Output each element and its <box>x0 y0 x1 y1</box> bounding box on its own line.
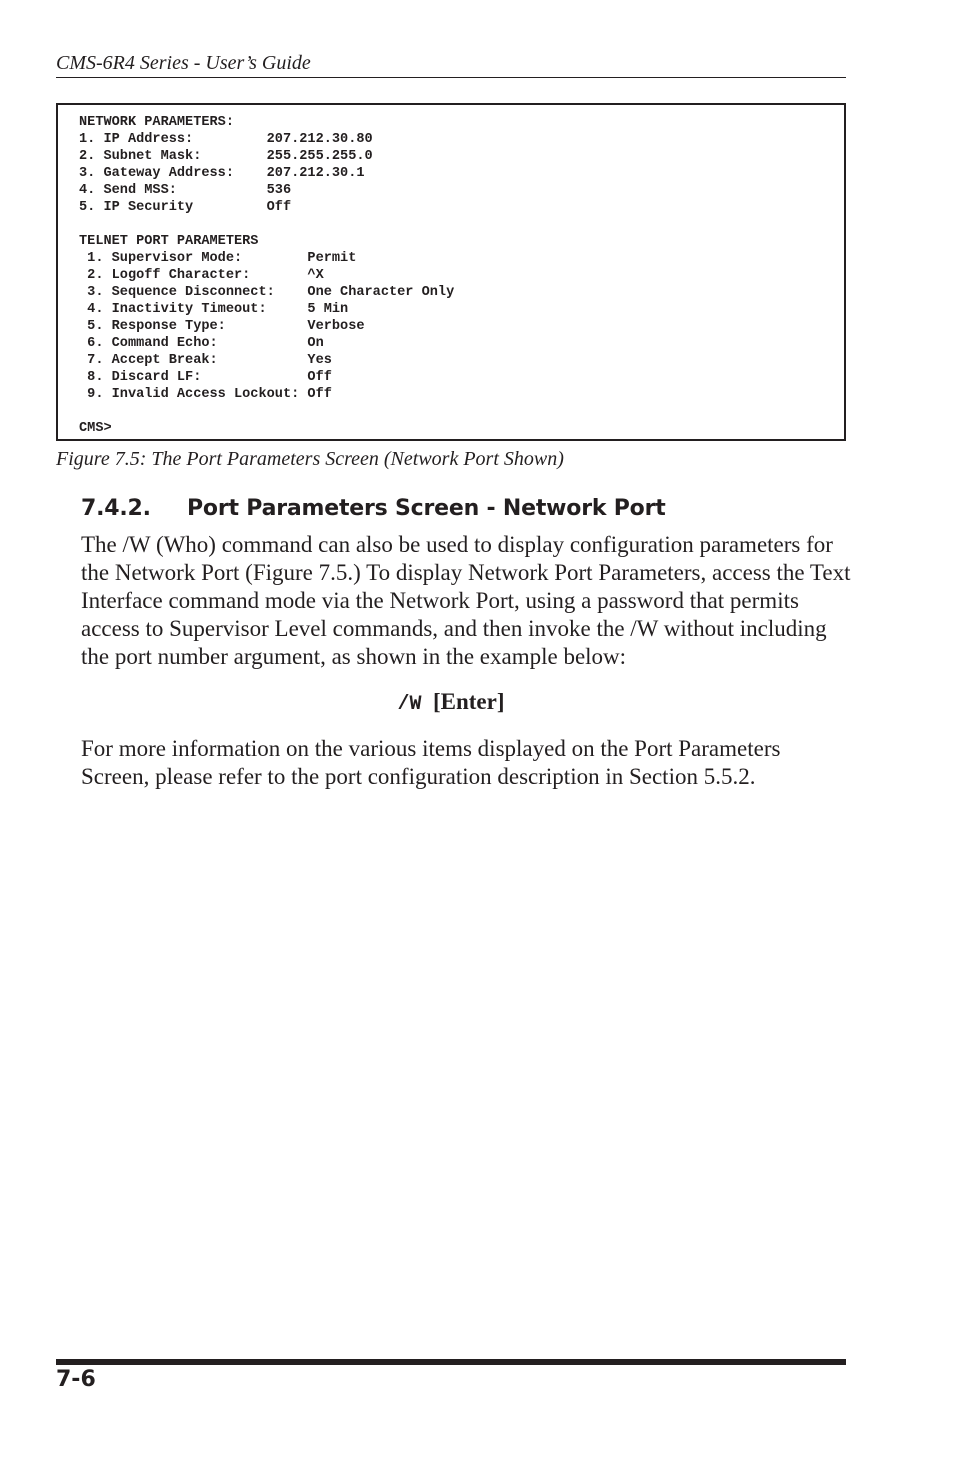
footer-rule <box>56 1359 846 1365</box>
body-paragraph-2: For more information on the various items displayed on the Port Parameters Screen, please refer to the port configuration description in Section 5.5.2. <box>81 736 781 789</box>
terminal-screen-text: NETWORK PARAMETERS: 1. IP Address: 207.212.30.80 2. Subnet Mask: 255.255.255.0 3. Gateway Address: 207.212.30.1 4. Send MSS: 536 5. IP Security Off TELNET PORT PARAMETERS 1. Supervisor Mode: Permit 2. Logoff Character: ^X 3. Sequence Disconnect: One Character Only 4. Inactivity Timeout: 5 Min 5. Response Type: Verbose 6. Command Echo: On 7. Accept Break: Yes 8. Discard LF: Off 9. Invalid Access Lockout: Off CMS> <box>79 115 455 436</box>
command-example <box>0 689 902 716</box>
section-heading <box>81 496 666 521</box>
page-number: 7-6 <box>56 1367 96 1392</box>
terminal-screen-figure <box>56 103 846 441</box>
body-paragraph-1: The /W (Who) command can also be used to display configuration parameters for the Network Port (Figure 7.5.) To display Network Port Parameters, access the Text Interface command mode via the Network Port, using a password that permits access to Supervisor Level commands, and then invoke the /W without including the port number argument, as shown in the example below: <box>81 532 851 669</box>
command-text: /W <box>397 693 422 716</box>
running-header: CMS-6R4 Series - User’s Guide <box>56 52 846 78</box>
figure-caption: Figure 7.5: The Port Parameters Screen (Network Port Shown) <box>56 448 564 470</box>
command-key: [Enter] <box>432 689 505 714</box>
section-title: Port Parameters Screen - Network Port <box>187 496 666 521</box>
section-number: 7.4.2. <box>81 496 151 521</box>
